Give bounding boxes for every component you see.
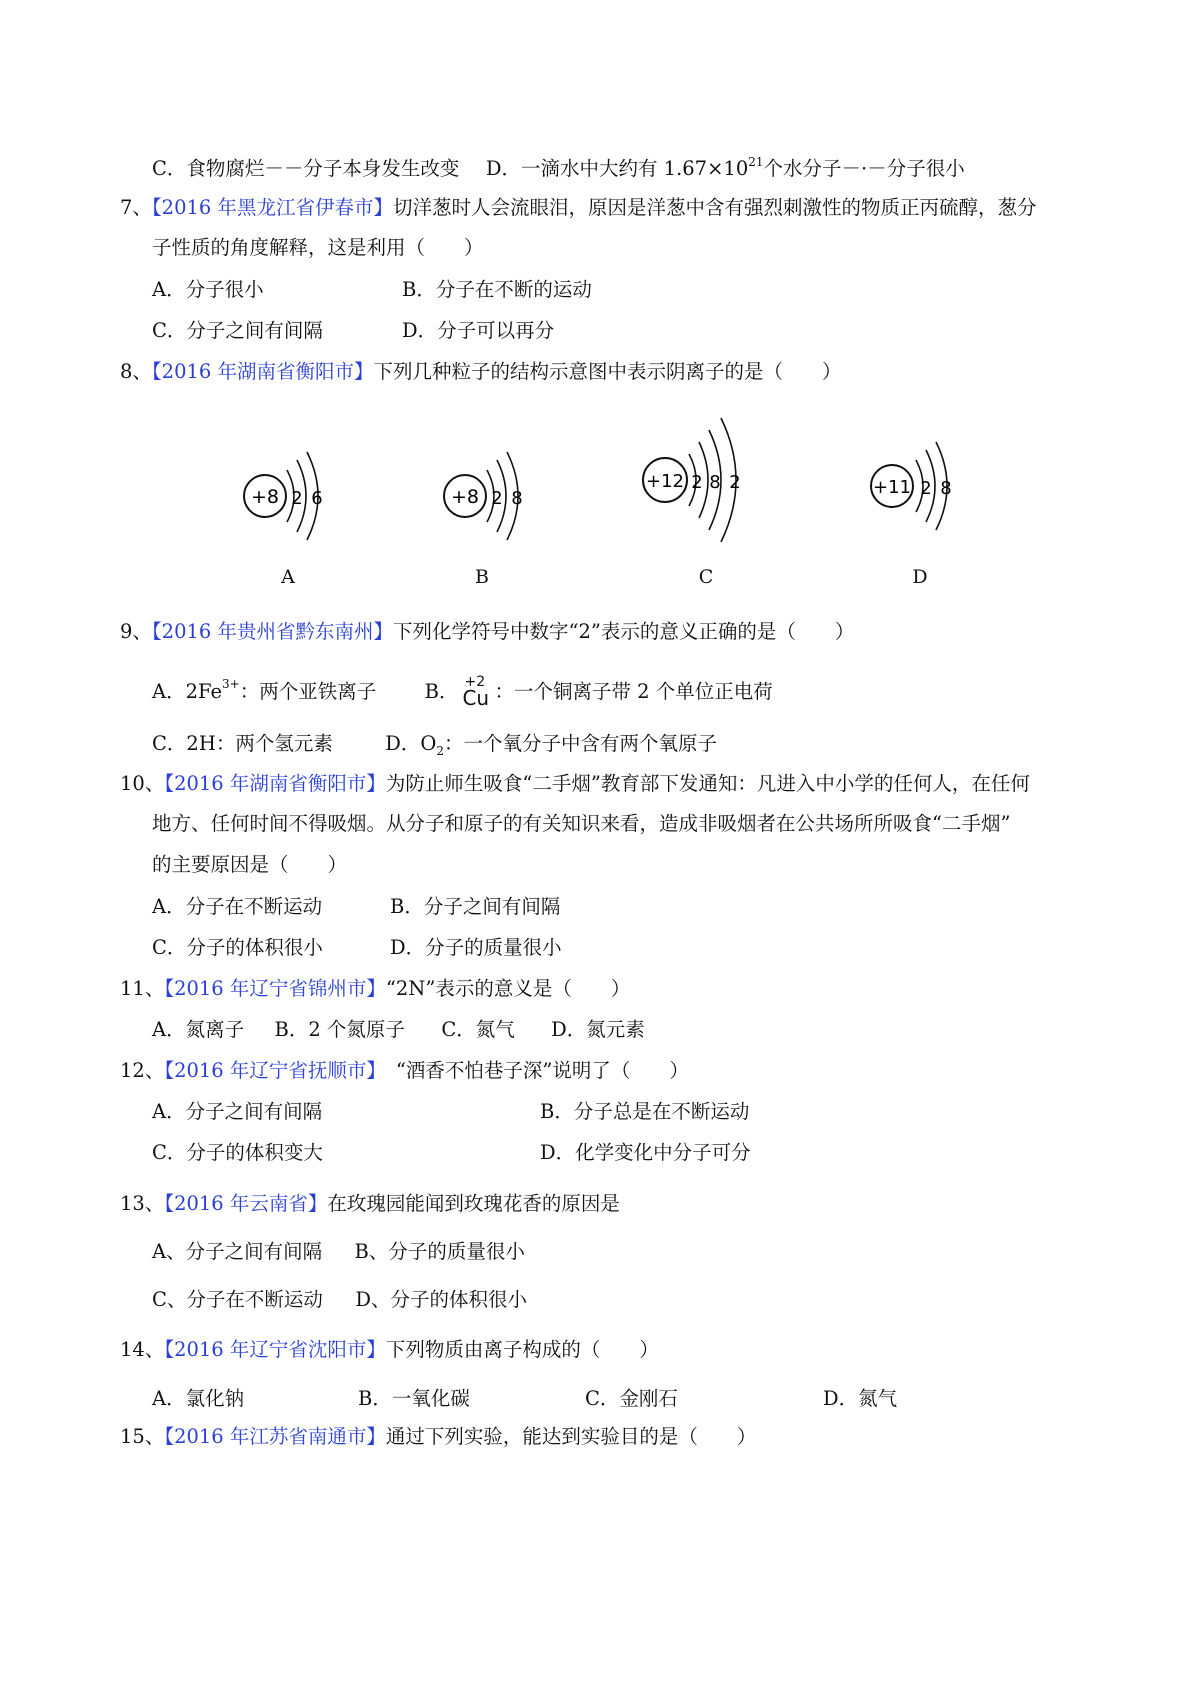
q10-stem: 10、【2016 年湖南省衡阳市】为防止师生吸食“二手烟”教育部下发通知：凡进入中小学的任何人，在任何	[120, 772, 1030, 795]
q12-stem: 12、【2016 年辽宁省抚顺市】 “酒香不怕巷子深”说明了（ ）	[120, 1059, 689, 1082]
q11-source: 【2016 年辽宁省锦州市】	[164, 977, 386, 1000]
q10-option-a: A．分子在不断运动	[152, 895, 323, 918]
q12-source: 【2016 年辽宁省抚顺市】	[164, 1059, 386, 1082]
q6-option-row	[152, 155, 965, 183]
q14-option-d: D．氮气	[823, 1387, 898, 1410]
q9-option-b: B． +2 Cu ：一个铜离子带 2 个单位正电荷	[424, 674, 773, 710]
q7-option-c: C．分子之间有间隔	[152, 319, 323, 342]
diagram-label-b: B	[475, 566, 489, 588]
shell-electrons: 6	[311, 488, 323, 509]
q13-option-row-1	[152, 1238, 525, 1266]
q13-stem: 13、【2016 年云南省】在玫瑰园能闻到玫瑰花香的原因是	[120, 1192, 620, 1215]
q13-source: 【2016 年云南省】	[164, 1192, 328, 1215]
q10-stem-cont-2: 的主要原因是（ ）	[152, 853, 348, 876]
q11-option-c: C．氮气	[441, 1018, 515, 1041]
q13-option-row-2	[152, 1286, 527, 1314]
q8-source: 【2016 年湖南省衡阳市】	[151, 360, 374, 383]
q13-option-c: C、分子在不断运动	[152, 1288, 323, 1311]
q11-option-b: B．2 个氮原子	[274, 1018, 405, 1041]
atom-diagram-c	[637, 412, 777, 552]
q10-option-b: B．分子之间有间隔	[390, 895, 561, 918]
q11-stem: 11、【2016 年辽宁省锦州市】“2N”表示的意义是（ ）	[120, 977, 631, 1000]
q9-source: 【2016 年贵州省黔东南州】	[151, 620, 393, 643]
q10-stem-cont-1: 地方、任何时间不得吸烟。从分子和原子的有关知识来看，造成非吸烟者在公共场所所吸食“二手烟”	[152, 812, 1011, 835]
q14-source: 【2016 年辽宁省沈阳市】	[164, 1338, 386, 1361]
q10-option-c: C．分子的体积很小	[152, 936, 323, 959]
q13-option-d: D、分子的体积很小	[355, 1288, 527, 1311]
q7-stem: 7、【2016 年黑龙江省伊春市】切洋葱时人会流眼泪，原因是洋葱中含有强烈刺激性的物质正丙硫醇，葱分	[120, 196, 1037, 219]
q12-option-c: C．分子的体积变大	[152, 1141, 323, 1164]
q6-option-c: C．食物腐烂－－分子本身发生改变	[152, 157, 460, 180]
q7-option-b: B．分子在不断的运动	[402, 278, 592, 301]
q11-option-row	[152, 1016, 645, 1044]
q14-option-b: B．一氧化碳	[358, 1387, 470, 1410]
q9-stem: 9、【2016 年贵州省黔东南州】下列化学符号中数字“2”表示的意义正确的是（ ）	[120, 620, 855, 643]
q8-stem: 8、【2016 年湖南省衡阳市】下列几种粒子的结构示意图中表示阴离子的是（ ）	[120, 360, 842, 383]
q10-source: 【2016 年湖南省衡阳市】	[164, 772, 386, 795]
q12-option-a: A．分子之间有间隔	[152, 1100, 323, 1123]
q11-option-a: A．氮离子	[152, 1018, 245, 1041]
shell-electrons: 8	[511, 488, 523, 509]
nucleus-charge: +12	[646, 471, 684, 492]
q9-option-d: D．$O_2$：一个氧分子中含有两个氧原子	[385, 732, 718, 758]
nucleus-charge: +11	[873, 477, 911, 498]
q14-option-c: C．金刚石	[585, 1387, 678, 1410]
atom-diagram-a	[235, 440, 355, 550]
nucleus-charge: +8	[250, 486, 280, 508]
copper-ion-symbol: +2 Cu	[462, 674, 490, 710]
nucleus-charge: +8	[450, 486, 480, 508]
q7-option-a: A．分子很小	[152, 278, 264, 301]
q15-source: 【2016 年江苏省南通市】	[164, 1425, 386, 1448]
shell-electrons: 2	[691, 472, 703, 493]
q9-option-row-1	[152, 672, 773, 712]
q10-option-d: D．分子的质量很小	[390, 936, 562, 959]
shell-electrons: 2	[491, 488, 503, 509]
shell-electrons: 2	[291, 488, 303, 509]
q14-option-a: A．氯化钠	[152, 1387, 245, 1410]
shell-electrons: 8	[940, 478, 952, 499]
q9-option-row-2	[152, 730, 717, 758]
shell-electrons: 2	[729, 472, 741, 493]
atom-diagram-b	[435, 440, 555, 550]
shell-electrons: 8	[709, 472, 721, 493]
atom-diagram-d	[864, 430, 984, 540]
q12-option-d: D．化学变化中分子可分	[540, 1141, 751, 1164]
q7-stem-cont: 子性质的角度解释，这是利用（ ）	[152, 236, 484, 259]
q7-option-d: D．分子可以再分	[402, 319, 555, 342]
q9-option-a: A．$2Fe^{3+}$：两个亚铁离子	[152, 677, 377, 703]
diagram-label-d: D	[912, 566, 928, 588]
q9-option-c: C．2H：两个氢元素	[152, 732, 333, 755]
q7-source: 【2016 年黑龙江省伊春市】	[151, 196, 393, 219]
shell-electrons: 2	[920, 478, 932, 499]
q12-option-b: B．分子总是在不断运动	[540, 1100, 750, 1123]
q13-option-a: A、分子之间有间隔	[152, 1240, 323, 1263]
diagram-label-a: A	[281, 566, 295, 588]
diagram-label-c: C	[698, 566, 714, 588]
q14-stem: 14、【2016 年辽宁省沈阳市】下列物质由离子构成的（ ）	[120, 1338, 659, 1361]
q15-stem: 15、【2016 年江苏省南通市】通过下列实验，能达到实验目的是（ ）	[120, 1425, 757, 1448]
q13-option-b: B、分子的质量很小	[354, 1240, 525, 1263]
q6-option-d: D．一滴水中大约有 $1.67\times 10^{21}$个水分子－·－分子很小	[485, 154, 965, 180]
q11-option-d: D．氮元素	[551, 1018, 645, 1041]
